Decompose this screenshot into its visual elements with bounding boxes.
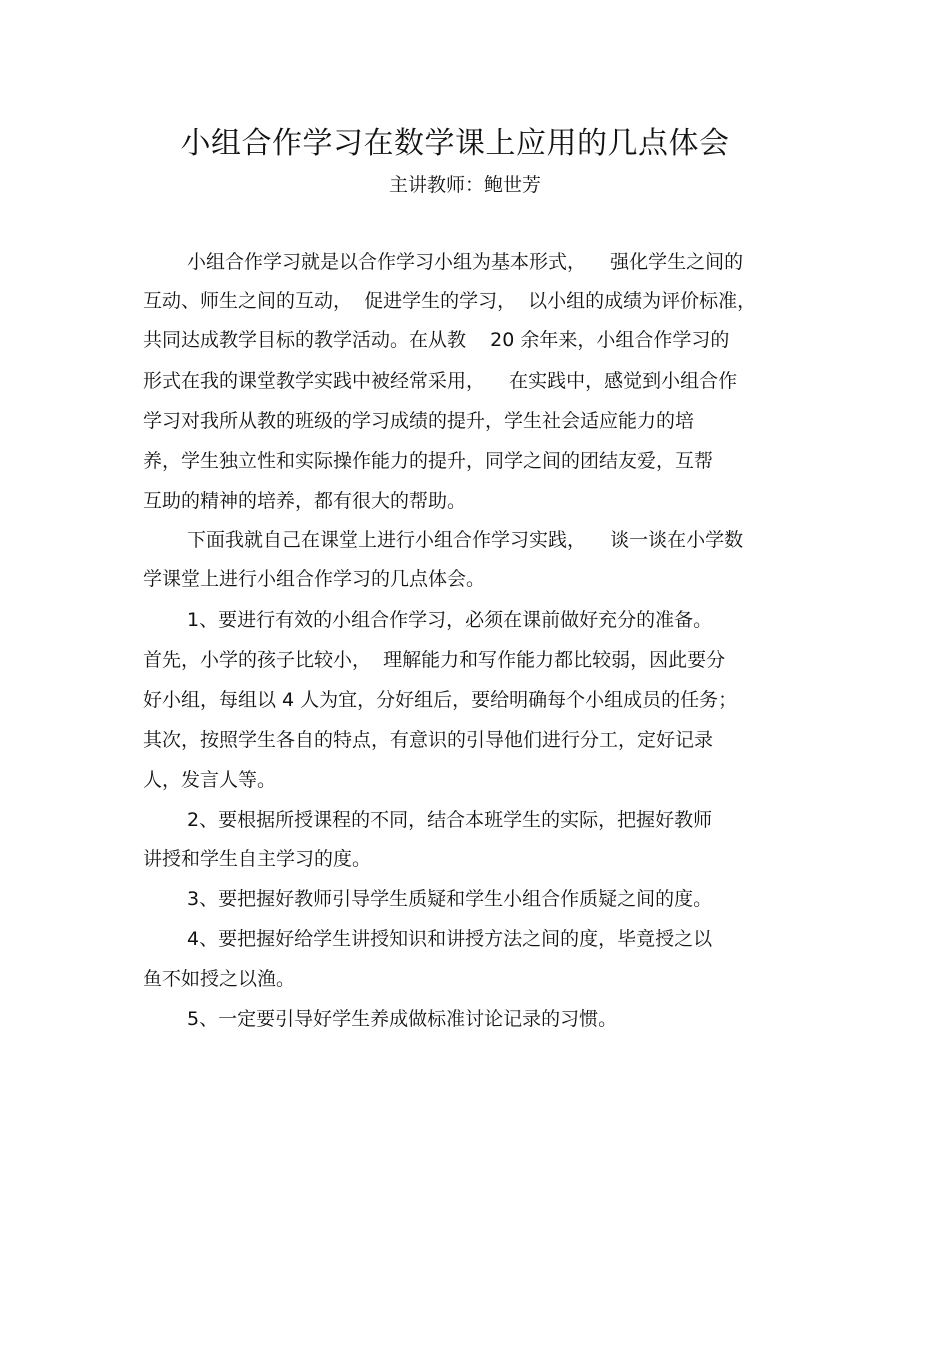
paragraph-line: 下面我就自己在课堂上进行小组合作学习实践， 谈一谈在小学数	[187, 529, 744, 551]
paragraph-line: 学课堂上进行小组合作学习的几点体会。	[143, 568, 486, 590]
list-item-heading: 5、一定要引导好学生养成做标准讨论记录的习惯。	[187, 1008, 618, 1030]
paragraph-line: 首先，小学的孩子比较小， 理解能力和写作能力都比较弱，因此要分	[143, 649, 726, 671]
paragraph-line: 互助的精神的培养，都有很大的帮助。	[143, 490, 467, 512]
paragraph-line: 共同达成教学目标的教学活动。在从教 20 余年来，小组合作学习的	[143, 329, 730, 351]
paragraph-line: 养，学生独立性和实际操作能力的提升，同学之间的团结友爱，互帮	[143, 450, 714, 472]
paragraph-line: 互动、师生之间的互动， 促进学生的学习， 以小组的成绩为评价标准，	[143, 290, 757, 312]
paragraph-line: 学习对我所从教的班级的学习成绩的提升，学生社会适应能力的培	[143, 410, 695, 432]
list-item-heading: 1、要进行有效的小组合作学习，必须在课前做好充分的准备。	[187, 609, 713, 631]
paragraph-line: 小组合作学习就是以合作学习小组为基本形式， 强化学生之间的	[187, 251, 744, 273]
paragraph-line: 人，发言人等。	[143, 769, 277, 791]
paragraph-line: 讲授和学生自主学习的度。	[143, 848, 372, 870]
document-subtitle: 主讲教师：鲍世芳	[388, 174, 541, 196]
list-item-heading: 4、要把握好给学生讲授知识和讲授方法之间的度，毕竟授之以	[187, 928, 713, 950]
list-item-heading: 2、要根据所授课程的不同，结合本班学生的实际，把握好教师	[187, 809, 713, 831]
document-title: 小组合作学习在数学课上应用的几点体会	[180, 126, 730, 161]
paragraph-line: 好小组，每组以 4 人为宜，分好组后，要给明确每个小组成员的任务；	[143, 689, 738, 711]
paragraph-line: 形式在我的课堂教学实践中被经常采用， 在实践中，感觉到小组合作	[143, 370, 738, 392]
paragraph-line: 鱼不如授之以渔。	[143, 968, 296, 990]
list-item-heading: 3、要把握好教师引导学生质疑和学生小组合作质疑之间的度。	[187, 888, 713, 910]
paragraph-line: 其次，按照学生各自的特点，有意识的引导他们进行分工，定好记录	[143, 729, 714, 751]
